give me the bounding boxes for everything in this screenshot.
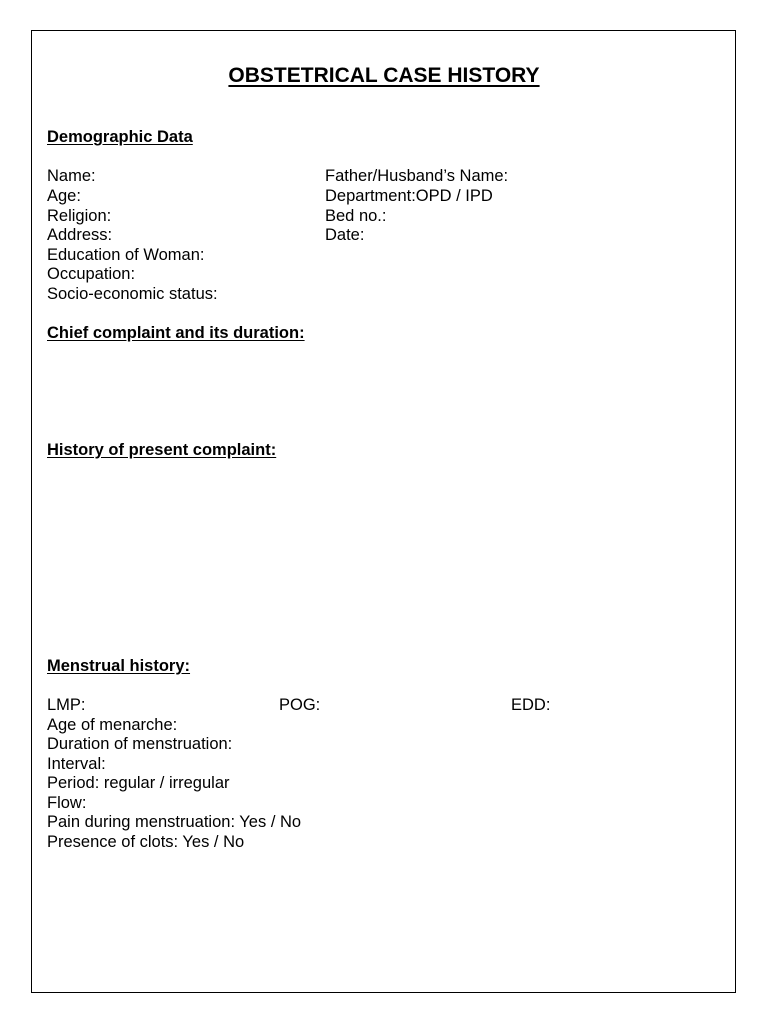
document-title: OBSTETRICAL CASE HISTORY [228,64,540,87]
date-label: Date: [325,226,365,244]
pain-during-menstruation-label: Pain during menstruation: Yes / No [47,813,302,831]
address-label: Address: [47,226,113,244]
socio-economic-label: Socio-economic status: [47,285,218,303]
lmp-label: LMP: [47,696,86,714]
present-complaint-heading: History of present complaint: [47,441,277,459]
pog-label: POG: [279,696,321,714]
chief-complaint-heading: Chief complaint and its duration: [47,324,305,342]
duration-of-menstruation-label: Duration of menstruation: [47,735,233,753]
bed-no-label: Bed no.: [325,207,387,225]
age-label: Age: [47,187,81,205]
period-label: Period: regular / irregular [47,774,230,792]
flow-label: Flow: [47,794,87,812]
department-label: Department:OPD / IPD [325,187,493,205]
age-of-menarche-label: Age of menarche: [47,716,178,734]
father-husband-name-label: Father/Husband’s Name: [325,167,509,185]
occupation-label: Occupation: [47,265,136,283]
edd-label: EDD: [511,696,551,714]
education-label: Education of Woman: [47,246,205,264]
religion-label: Religion: [47,207,112,225]
menstrual-history-heading: Menstrual history: [47,657,191,675]
name-label: Name: [47,167,96,185]
interval-label: Interval: [47,755,106,773]
presence-of-clots-label: Presence of clots: Yes / No [47,833,245,851]
demographic-heading: Demographic Data [47,128,193,146]
